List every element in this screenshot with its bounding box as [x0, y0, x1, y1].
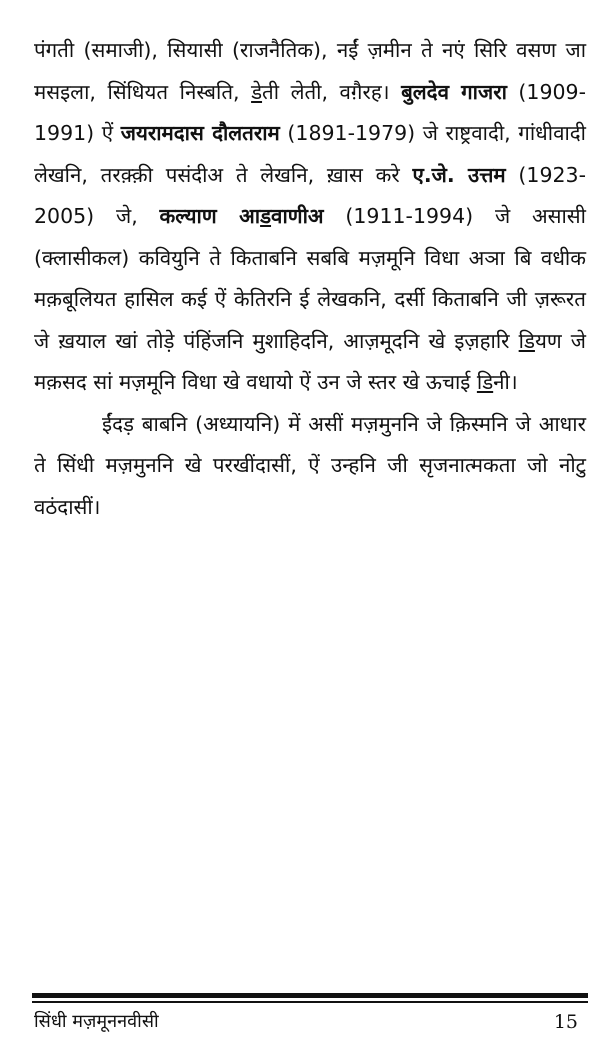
- author-name-aj-uttam: ए.जे. उत्तम: [412, 162, 506, 187]
- underlined-letter: ड: [260, 204, 272, 228]
- underlined-letter: बु: [401, 79, 413, 104]
- paragraph-2: ईंदड़ बाबनि (अध्यायनि) में असीं मज़मुननि जे क़िस्मनि जे आधार ते सिंधी मज़मुननि खे परखींदासीं, ऐं उन्हनि जी सृजनात्मकता जो नोटु वठंदासीं।: [34, 411, 586, 519]
- author-name-jairamdas-daulatram: जयरामदास दौलतराम: [120, 121, 280, 145]
- footer-rule-thin: [32, 1001, 588, 1003]
- underlined-letter: डे: [251, 79, 263, 104]
- text-run: ती लेती, वग़ैरह।: [262, 79, 402, 104]
- underlined-letter: डि: [476, 370, 494, 394]
- paragraph-1: [34, 30, 586, 404]
- text-run: (1923-2005) जे,: [34, 162, 587, 228]
- page-number: 15: [553, 1011, 578, 1033]
- body-text: [34, 30, 586, 528]
- text-run: (1911-1994) जे असासी (क्लासीकल) कवियुनि ते किताबनि सबबि मज़मूनि विधा अञा बि वधीक मक़बूलियत हासिल कई ऐं केतिरनि ई लेखकनि, दर्सी किताबनि जी ज़रूरत जे ख़याल खां तोड़े पंहिंजनि मुशाहिदनि, आज़मूदनि खे इज़हारि: [34, 204, 586, 353]
- underlined-letter: डि: [518, 328, 535, 353]
- author-name-baldev-gajra: [401, 80, 507, 104]
- text-run: नी।: [493, 370, 518, 394]
- text-run: पंगती (समाजी), सियासी (राजनैतिक), नईं ज़मीन ते नएं सिरि वसण जा मसइला, सिंधियत निस्बति,: [34, 38, 586, 104]
- footer-rule-thick: [32, 993, 588, 998]
- text-run: यण जे मक़सद सां मज़मूनि विधा खे वधायो ऐं उन जे स्तर खे ऊचाई: [34, 328, 586, 394]
- bold-text-run: लदेव गाजरा: [412, 79, 507, 104]
- bold-text-run: कल्याण आ: [159, 204, 261, 228]
- text-run: (1909-1991) ऐं: [34, 79, 586, 145]
- text-run: (1891-1979) जे राष्ट्रवादी, गांधीवादी लेखनि, तरक़्क़ी पसंदीअ ते लेखनि, ख़ास करे: [34, 121, 586, 187]
- running-footer-title: सिंधी मज़मूननवीसी: [34, 1011, 159, 1032]
- bold-text-run: वाणीअ: [271, 204, 324, 228]
- author-name-kalyan-advani: [160, 204, 324, 228]
